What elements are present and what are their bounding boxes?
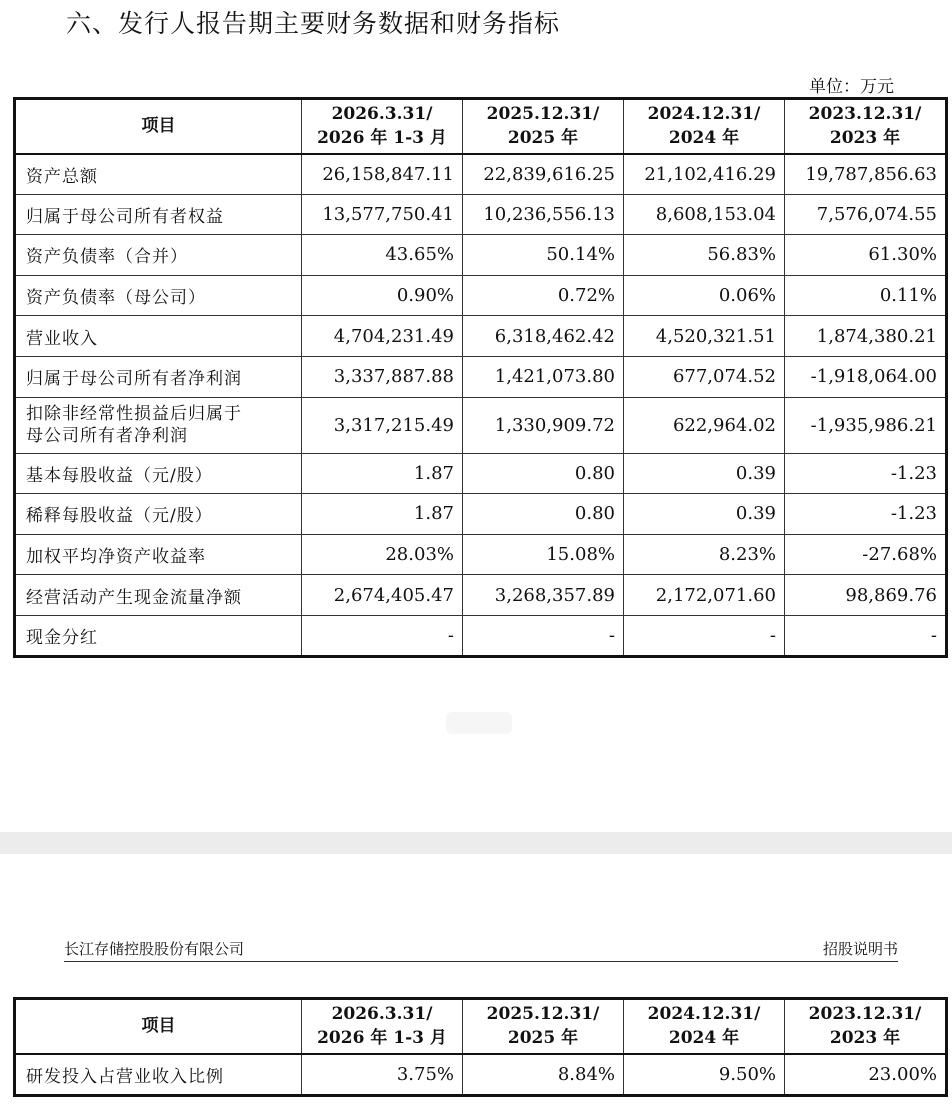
row-label xyxy=(15,356,302,397)
value-cell: -27.68% xyxy=(785,534,947,575)
row-label-text: 现金分红 xyxy=(26,627,98,648)
table-row xyxy=(15,615,947,656)
table-row xyxy=(15,1054,947,1096)
value-cell: 4,520,321.51 xyxy=(624,316,785,357)
header-period xyxy=(624,99,785,154)
value-cell: 15.08% xyxy=(463,534,624,575)
value-cell: -1.23 xyxy=(785,453,947,494)
value-cell: 10,236,556.13 xyxy=(463,194,624,235)
table-row xyxy=(15,154,947,195)
header-period-range: 2026 年 1-3 月 xyxy=(317,128,447,149)
header-period-date: 2025.12.31/ xyxy=(486,1004,600,1025)
row-label xyxy=(15,453,302,494)
value-cell: - xyxy=(463,615,624,656)
value-cell: 622,964.02 xyxy=(624,397,785,453)
value-cell: 61.30% xyxy=(785,235,947,276)
header-period xyxy=(302,99,463,154)
table-header-row xyxy=(15,999,947,1054)
row-label-text: 扣除非经常性损益后归属于 xyxy=(26,404,242,425)
value-cell: -1.23 xyxy=(785,494,947,535)
value-cell: 8.23% xyxy=(624,534,785,575)
value-cell: 98,869.76 xyxy=(785,575,947,616)
value-cell: 0.72% xyxy=(463,275,624,316)
value-cell: 0.39 xyxy=(624,494,785,535)
value-cell: 6,318,462.42 xyxy=(463,316,624,357)
row-label-text: 稀释每股收益（元/股） xyxy=(26,506,213,527)
document-type: 招股说明书 xyxy=(822,940,898,958)
value-cell: -1,918,064.00 xyxy=(785,356,947,397)
value-cell: - xyxy=(302,615,463,656)
value-cell: 43.65% xyxy=(302,235,463,276)
header-period-range: 2026 年 1-3 月 xyxy=(317,1028,447,1049)
row-label xyxy=(15,575,302,616)
header-item: 项目 xyxy=(15,99,302,154)
table-row xyxy=(15,275,947,316)
value-cell: 7,576,074.55 xyxy=(785,194,947,235)
value-cell: 3,317,215.49 xyxy=(302,397,463,453)
row-label xyxy=(15,194,302,235)
header-period-date: 2025.12.31/ xyxy=(486,104,600,125)
value-cell: 1,874,380.21 xyxy=(785,316,947,357)
row-label xyxy=(15,235,302,276)
table-row xyxy=(15,235,947,276)
header-period-date: 2026.3.31/ xyxy=(331,104,433,125)
value-cell: 8,608,153.04 xyxy=(624,194,785,235)
row-label xyxy=(15,275,302,316)
header-period xyxy=(785,999,947,1054)
value-cell: 13,577,750.41 xyxy=(302,194,463,235)
value-cell: 3.75% xyxy=(302,1054,463,1096)
table-row xyxy=(15,356,947,397)
header-period-range: 2023 年 xyxy=(829,1028,901,1049)
header-period xyxy=(624,999,785,1054)
row-label-text: 归属于母公司所有者权益 xyxy=(26,206,224,227)
header-item: 项目 xyxy=(15,999,302,1054)
value-cell: 50.14% xyxy=(463,235,624,276)
header-period-range: 2023 年 xyxy=(829,128,901,149)
value-cell: 1,330,909.72 xyxy=(463,397,624,453)
value-cell: 8.84% xyxy=(463,1054,624,1096)
table-row xyxy=(15,316,947,357)
value-cell: 22,839,616.25 xyxy=(463,154,624,195)
rd-ratio-table xyxy=(13,997,948,1097)
section-title: 六、发行人报告期主要财务数据和财务指标 xyxy=(66,9,561,38)
header-period xyxy=(463,999,624,1054)
header-period-date: 2023.12.31/ xyxy=(808,104,922,125)
value-cell: 2,674,405.47 xyxy=(302,575,463,616)
value-cell: 0.06% xyxy=(624,275,785,316)
company-name: 长江存储控股股份有限公司 xyxy=(64,940,245,958)
value-cell: - xyxy=(785,615,947,656)
value-cell: 1.87 xyxy=(302,494,463,535)
value-cell: 28.03% xyxy=(302,534,463,575)
value-cell: 677,074.52 xyxy=(624,356,785,397)
table-row xyxy=(15,575,947,616)
page-break xyxy=(0,832,952,854)
table-row xyxy=(15,534,947,575)
value-cell: 3,268,357.89 xyxy=(463,575,624,616)
row-label-text: 研发投入占营业收入比例 xyxy=(26,1066,224,1087)
value-cell: 1,421,073.80 xyxy=(463,356,624,397)
value-cell: 21,102,416.29 xyxy=(624,154,785,195)
row-label-text: 资产总额 xyxy=(26,166,98,187)
header-period xyxy=(302,999,463,1054)
value-cell: -1,935,986.21 xyxy=(785,397,947,453)
header-period-date: 2023.12.31/ xyxy=(808,1004,922,1025)
value-cell: 56.83% xyxy=(624,235,785,276)
row-label-text: 加权平均净资产收益率 xyxy=(26,547,206,568)
value-cell: 0.80 xyxy=(463,494,624,535)
value-cell: 3,337,887.88 xyxy=(302,356,463,397)
value-cell: 1.87 xyxy=(302,453,463,494)
table-row xyxy=(15,494,947,535)
header-period-range: 2024 年 xyxy=(668,1028,740,1049)
row-label-text: 母公司所有者净利润 xyxy=(26,426,188,447)
table-header-row xyxy=(15,99,947,154)
value-cell: 23.00% xyxy=(785,1054,947,1096)
header-period xyxy=(785,99,947,154)
value-cell: 0.11% xyxy=(785,275,947,316)
value-cell: 26,158,847.11 xyxy=(302,154,463,195)
value-cell: 0.80 xyxy=(463,453,624,494)
row-label xyxy=(15,615,302,656)
row-label-text: 基本每股收益（元/股） xyxy=(26,465,213,486)
value-cell: 19,787,856.63 xyxy=(785,154,947,195)
value-cell: 9.50% xyxy=(624,1054,785,1096)
row-label-text: 归属于母公司所有者净利润 xyxy=(26,369,242,390)
header-period-range: 2025 年 xyxy=(507,128,579,149)
row-label-text: 资产负债率（母公司） xyxy=(26,288,206,309)
row-label xyxy=(15,154,302,195)
row-label-text: 资产负债率（合并） xyxy=(26,247,188,268)
row-label xyxy=(15,397,302,453)
page-header xyxy=(64,938,898,962)
financial-data-table xyxy=(13,97,948,658)
value-cell: 2,172,071.60 xyxy=(624,575,785,616)
table-row xyxy=(15,397,947,453)
unit-label: 单位：万元 xyxy=(809,77,894,97)
header-period-range: 2025 年 xyxy=(507,1028,579,1049)
value-cell: 0.39 xyxy=(624,453,785,494)
value-cell: - xyxy=(624,615,785,656)
table-row xyxy=(15,453,947,494)
row-label-text: 经营活动产生现金流量净额 xyxy=(26,587,242,608)
watermark xyxy=(446,712,512,734)
row-label xyxy=(15,534,302,575)
row-label-text: 营业收入 xyxy=(26,328,98,349)
row-label xyxy=(15,494,302,535)
row-label xyxy=(15,1054,302,1096)
header-period-range: 2024 年 xyxy=(668,128,740,149)
header-period-date: 2024.12.31/ xyxy=(647,104,761,125)
row-label xyxy=(15,316,302,357)
header-period-date: 2024.12.31/ xyxy=(647,1004,761,1025)
header-period xyxy=(463,99,624,154)
table-row xyxy=(15,194,947,235)
header-period-date: 2026.3.31/ xyxy=(331,1004,433,1025)
value-cell: 0.90% xyxy=(302,275,463,316)
value-cell: 4,704,231.49 xyxy=(302,316,463,357)
